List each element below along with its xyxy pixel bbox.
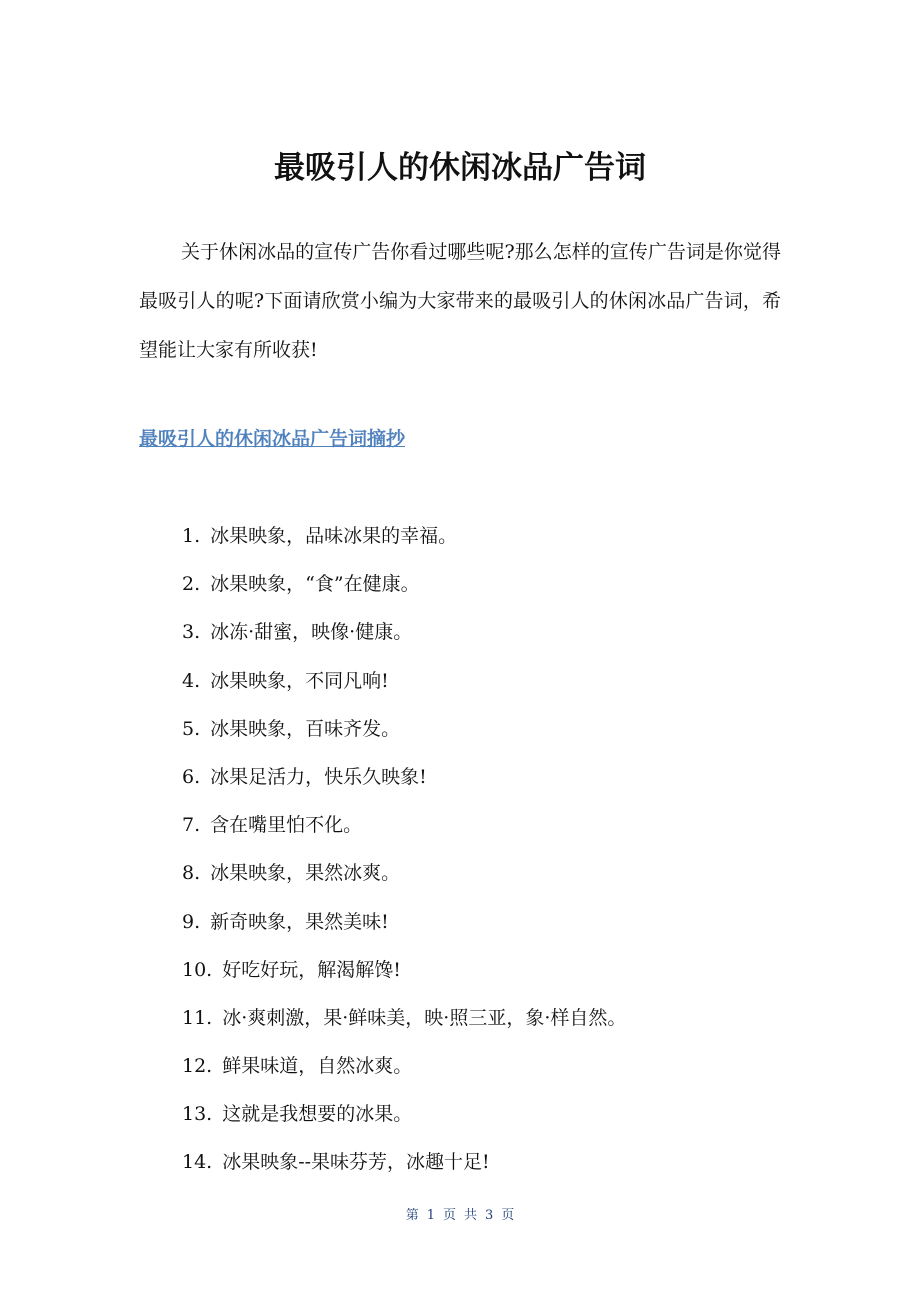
footer-suffix: 页 xyxy=(501,1208,515,1223)
list-item-number: 14. xyxy=(182,1151,213,1174)
list-item xyxy=(182,898,782,946)
list-item-text: 冰果足活力，快乐久映象! xyxy=(210,765,427,788)
footer-page-word: 页 xyxy=(442,1208,456,1223)
list-item-number: 9. xyxy=(182,910,201,933)
list-item-number: 5. xyxy=(182,717,201,740)
footer-prefix: 第 xyxy=(405,1208,419,1223)
page-footer xyxy=(0,1206,920,1226)
list-item-text: 冰果映象，百味齐发。 xyxy=(210,717,401,740)
list-item-number: 7. xyxy=(182,814,201,837)
list-item-text: 含在嘴里怕不化。 xyxy=(210,814,363,837)
list-item xyxy=(182,657,782,705)
list-item-text: 这就是我想要的冰果。 xyxy=(222,1103,413,1126)
list-item-number: 3. xyxy=(182,621,201,644)
list-item xyxy=(182,705,782,753)
footer-total-word: 共 xyxy=(464,1208,478,1223)
footer-current-page: 1 xyxy=(426,1208,435,1223)
list-item xyxy=(182,1138,782,1186)
list-item-number: 8. xyxy=(182,862,201,885)
list-item-text: 冰果映象，果然冰爽。 xyxy=(210,862,401,885)
list-item xyxy=(182,560,782,608)
list-item xyxy=(182,849,782,897)
list-item xyxy=(182,512,782,560)
list-item-number: 4. xyxy=(182,669,201,692)
list-item-text: 好吃好玩，解渴解馋! xyxy=(222,958,401,981)
list-item-number: 10. xyxy=(182,958,213,981)
list-item xyxy=(182,608,782,656)
list-item-number: 11. xyxy=(182,1006,213,1029)
list-item-text: 冰果映象，品味冰果的幸福。 xyxy=(210,525,458,547)
slogan-list xyxy=(182,512,782,1187)
list-item-number: 1. xyxy=(182,525,201,547)
page-title: 最吸引人的休闲冰品广告词 xyxy=(274,150,646,186)
list-item-number: 13. xyxy=(182,1103,213,1126)
list-item-text: 新奇映象，果然美味! xyxy=(210,910,389,933)
footer-total-pages: 3 xyxy=(485,1208,494,1223)
list-item-text: 冰果映象--果味芬芳，冰趣十足! xyxy=(222,1151,490,1174)
list-item xyxy=(182,946,782,994)
list-item-number: 12. xyxy=(182,1055,213,1078)
list-item xyxy=(182,1042,782,1090)
section-heading-link[interactable]: 最吸引人的休闲冰品广告词摘抄 xyxy=(139,428,406,450)
list-item xyxy=(182,753,782,801)
list-item-text: 冰果映象，“食”在健康。 xyxy=(210,573,420,596)
list-item-text: 冰·爽刺激，果·鲜味美，映·照三亚，象·样自然。 xyxy=(222,1006,627,1029)
intro-paragraph: 关于休闲冰品的宣传广告你看过哪些呢?那么怎样的宣传广告词是你觉得最吸引人的呢?下面请欣赏小编为大家带来的最吸引人的休闲冰品广告词，希望能让大家有所收获! xyxy=(139,241,781,361)
list-item-number: 6. xyxy=(182,765,201,788)
list-item-text: 冰果映象，不同凡响! xyxy=(210,669,389,692)
list-item-text: 冰冻·甜蜜，映像·健康。 xyxy=(210,621,413,644)
list-item-text: 鲜果味道，自然冰爽。 xyxy=(222,1055,413,1078)
list-item-number: 2. xyxy=(182,573,201,596)
list-item xyxy=(182,1090,782,1138)
list-item xyxy=(182,801,782,849)
list-item xyxy=(182,994,782,1042)
